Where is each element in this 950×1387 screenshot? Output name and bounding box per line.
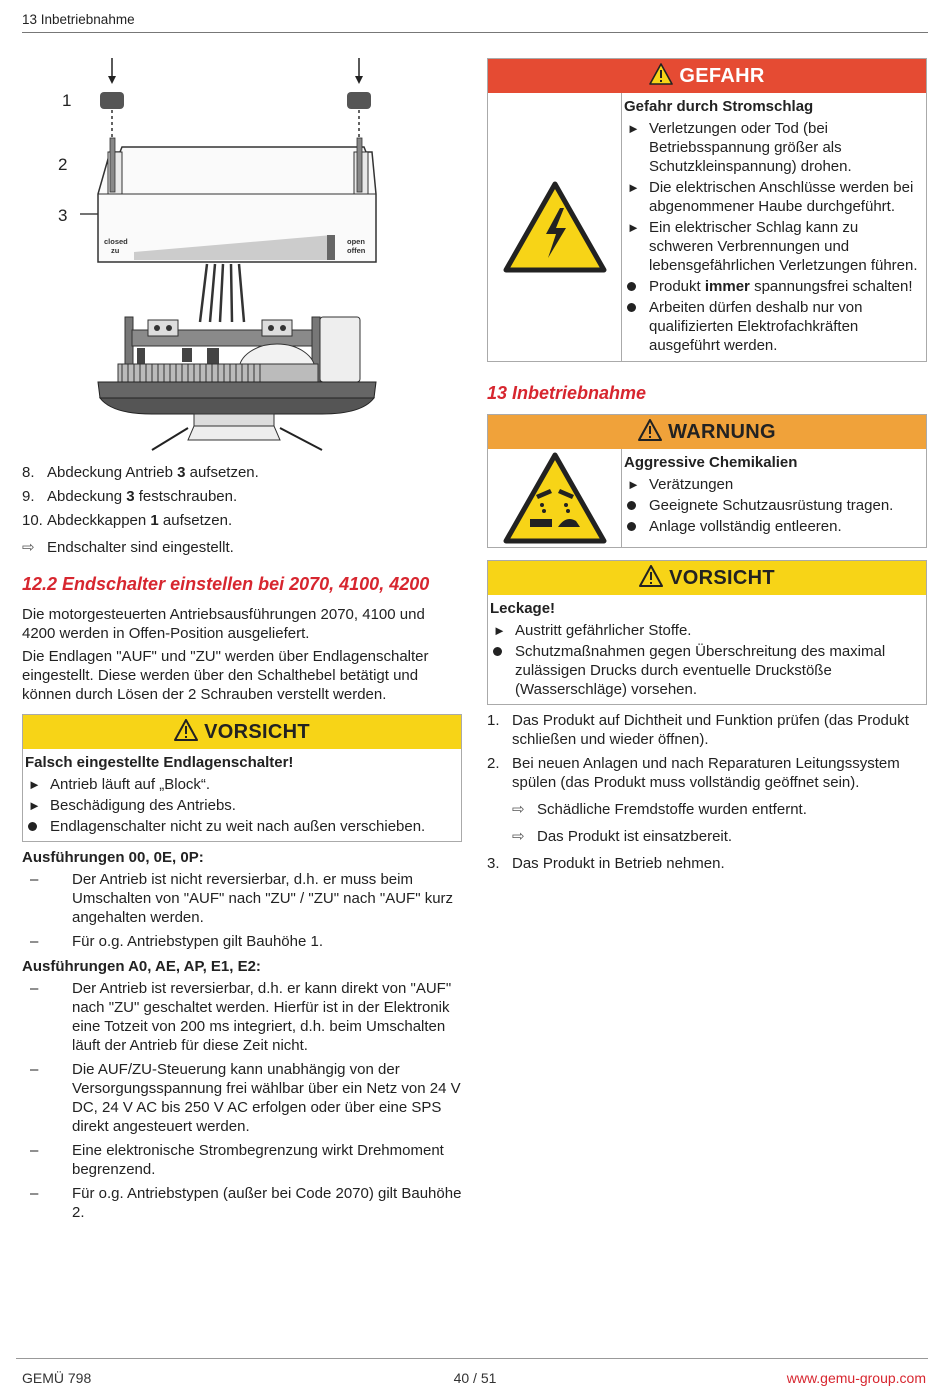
list-item: Anlage vollständig entleeren. — [624, 517, 924, 536]
vorsicht-header: VORSICHT — [488, 561, 926, 595]
label-zu: zu — [111, 246, 120, 255]
callout-1: 1 — [62, 91, 72, 110]
list-item: 1. Das Produkt auf Dichtheit und Funktion prüfen (das Produkt schließen und wieder öffnen). — [487, 712, 909, 748]
list-item: 3. Das Produkt in Betrieb nehmen. — [487, 855, 725, 872]
list-item: – Eine elektronische Strombegrenzung wirkt Drehmoment begrenzend. — [30, 1142, 444, 1178]
result-line: ⇨ Endschalter sind eingestellt. — [22, 539, 234, 556]
box-title: Aggressive Chemikalien — [624, 454, 798, 471]
list-item: 8. Abdeckung Antrieb 3 aufsetzen. — [22, 464, 259, 481]
list-item: Produkt immer spannungsfrei schalten! — [624, 277, 924, 296]
box-title: Leckage! — [490, 600, 556, 617]
box-title: Falsch eingestellte Endlagenschalter! — [25, 754, 294, 771]
list-item: Endlagenschalter nicht zu weit nach außen verschieben. — [25, 817, 459, 836]
arrow-bullet-icon: ► — [627, 121, 640, 136]
actuator-figure — [22, 52, 462, 457]
paragraph: Die Endlagen "AUF" und "ZU" werden über Endlagenschalter eingestellt. Diese werden über den Schalthebel betätigt und können durch Lösen der 2 Schrauben verstellt werden. — [22, 648, 429, 703]
steps-right-3 — [487, 854, 927, 873]
box-title: Gefahr durch Stromschlag — [624, 98, 814, 115]
list-item: ► Antrieb läuft auf „Block“. — [28, 776, 211, 793]
warning-triangle-icon — [639, 565, 663, 591]
dot-bullet-icon — [28, 822, 37, 831]
list-item: 9. Abdeckung 3 festschrauben. — [22, 488, 238, 505]
warnung-header: WARNUNG — [488, 415, 926, 449]
list-item: ► Die elektrischen Anschlüsse werden bei abgenommener Haube durchgeführt. — [627, 179, 914, 215]
right-column — [487, 58, 927, 878]
result-arrow-icon: ⇨ — [22, 539, 35, 556]
result-line: ⇨ Schädliche Fremdstoffe wurden entfernt. — [512, 801, 807, 818]
gefahr-box — [487, 58, 927, 362]
list-item: ► Verletzungen oder Tod (bei Betriebsspannung größer als Schutzkleinspannung) drohen. — [627, 120, 852, 175]
list-item: 10. Abdeckkappen 1 aufsetzen. — [22, 512, 233, 529]
result-line: ⇨ Das Produkt ist einsatzbereit. — [512, 828, 733, 845]
arrow-bullet-icon: ► — [627, 180, 640, 195]
label-offen: offen — [347, 246, 366, 255]
running-header: 13 Inbetriebnahme — [22, 12, 135, 27]
subheading: Ausführungen 00, 0E, 0P: — [22, 849, 204, 866]
header-rule — [22, 32, 928, 33]
vorsicht-header: VORSICHT — [23, 715, 461, 749]
result-arrow-icon: ⇨ — [512, 828, 525, 845]
list-item: Geeignete Schutzausrüstung tragen. — [624, 496, 924, 515]
warnung-box — [487, 414, 927, 548]
arrow-bullet-icon: ► — [627, 220, 640, 235]
result-arrow-icon: ⇨ — [512, 801, 525, 818]
arrow-bullet-icon: ► — [28, 798, 41, 813]
list-item: – Die AUF/ZU-Steuerung kann unabhängig von der Versorgungsspannung frei wählbar über ein Netz von 24 V DC, 24 V AC bis 250 V AC erfolgen oder über eine SPS direkt angesteuert werden. — [30, 1061, 461, 1135]
list-item: ► Beschädigung des Antriebs. — [28, 797, 236, 814]
arrow-bullet-icon: ► — [493, 623, 506, 638]
warning-triangle-icon — [174, 719, 198, 745]
footer-product: GEMÜ 798 — [22, 1370, 92, 1386]
warning-triangle-icon — [638, 419, 662, 445]
steps-left — [22, 463, 462, 530]
list-item: – Der Antrieb ist nicht reversierbar, d.h. er muss beim Umschalten von "AUF" nach "ZU" / "ZU" nach "AUF" kurz angehalten werden. — [30, 871, 454, 926]
subheading: Ausführungen A0, AE, AP, E1, E2: — [22, 958, 261, 975]
label-open: open — [347, 237, 365, 246]
gefahr-header: GEFAHR — [488, 59, 926, 93]
warning-triangle-icon — [649, 63, 673, 89]
steps-right — [487, 711, 927, 792]
dot-bullet-icon — [493, 647, 502, 656]
page-number: 40 / 51 — [453, 1370, 497, 1386]
vorsicht-box — [22, 714, 462, 842]
list-item: ► Verätzungen — [627, 476, 734, 493]
section-title-13: 13 Inbetriebnahme — [487, 383, 647, 403]
left-column — [22, 463, 462, 1227]
section-title-12-2: 12.2 Endschalter einstellen bei 2070, 4100, 4200 — [22, 574, 430, 594]
list-item: ► Ein elektrischer Schlag kann zu schweren Verbrennungen und lebensgefährlichen Verletzungen führen. — [627, 219, 918, 274]
list-item: – Für o.g. Antriebstypen gilt Bauhöhe 1. — [30, 933, 323, 950]
dot-bullet-icon — [627, 282, 636, 291]
list-item: 2. Bei neuen Anlagen und nach Reparaturen Leitungssystem spülen (das Produkt muss vollständig geöffnet sein). — [487, 755, 900, 791]
arrow-bullet-icon: ► — [627, 477, 640, 492]
electric-shock-icon — [488, 93, 622, 361]
list-item: ► Austritt gefährlicher Stoffe. — [493, 622, 692, 639]
footer-rule — [16, 1358, 928, 1359]
list-item: – Für o.g. Antriebstypen (außer bei Code 2070) gilt Bauhöhe 2. — [30, 1185, 462, 1221]
callout-3: 3 — [58, 206, 68, 225]
list-item: – Der Antrieb ist reversierbar, d.h. er kann direkt von "AUF" nach "ZU" geschaltet werden. Hierfür ist in der Elektronik eine Totzeit von 200 ms integriert, d.h. beim Umschalten läuft der Antrieb für diese Zeit nicht. — [30, 980, 452, 1054]
dot-bullet-icon — [627, 522, 636, 531]
paragraph: Die motorgesteuerten Antriebsausführungen 2070, 4100 und 4200 werden in Offen-Position ausgeliefert. — [22, 606, 425, 642]
callout-2: 2 — [58, 155, 68, 174]
dot-bullet-icon — [627, 501, 636, 510]
corrosive-icon — [488, 449, 622, 547]
vorsicht-box — [487, 560, 927, 705]
list-item: Schutzmaßnahmen gegen Überschreitung des maximal zulässigen Drucks durch eventuelle Druckstöße (Wasserschläge) vorsehen. — [490, 642, 924, 699]
label-closed: closed — [104, 237, 128, 246]
arrow-bullet-icon: ► — [28, 777, 41, 792]
actuator-drawing — [22, 52, 462, 457]
list-item: Arbeiten dürfen deshalb nur von qualifizierten Elektrofachkräften ausgeführt werden. — [624, 298, 924, 355]
dot-bullet-icon — [627, 303, 636, 312]
footer-website-link[interactable]: www.gemu-group.com — [786, 1370, 926, 1386]
